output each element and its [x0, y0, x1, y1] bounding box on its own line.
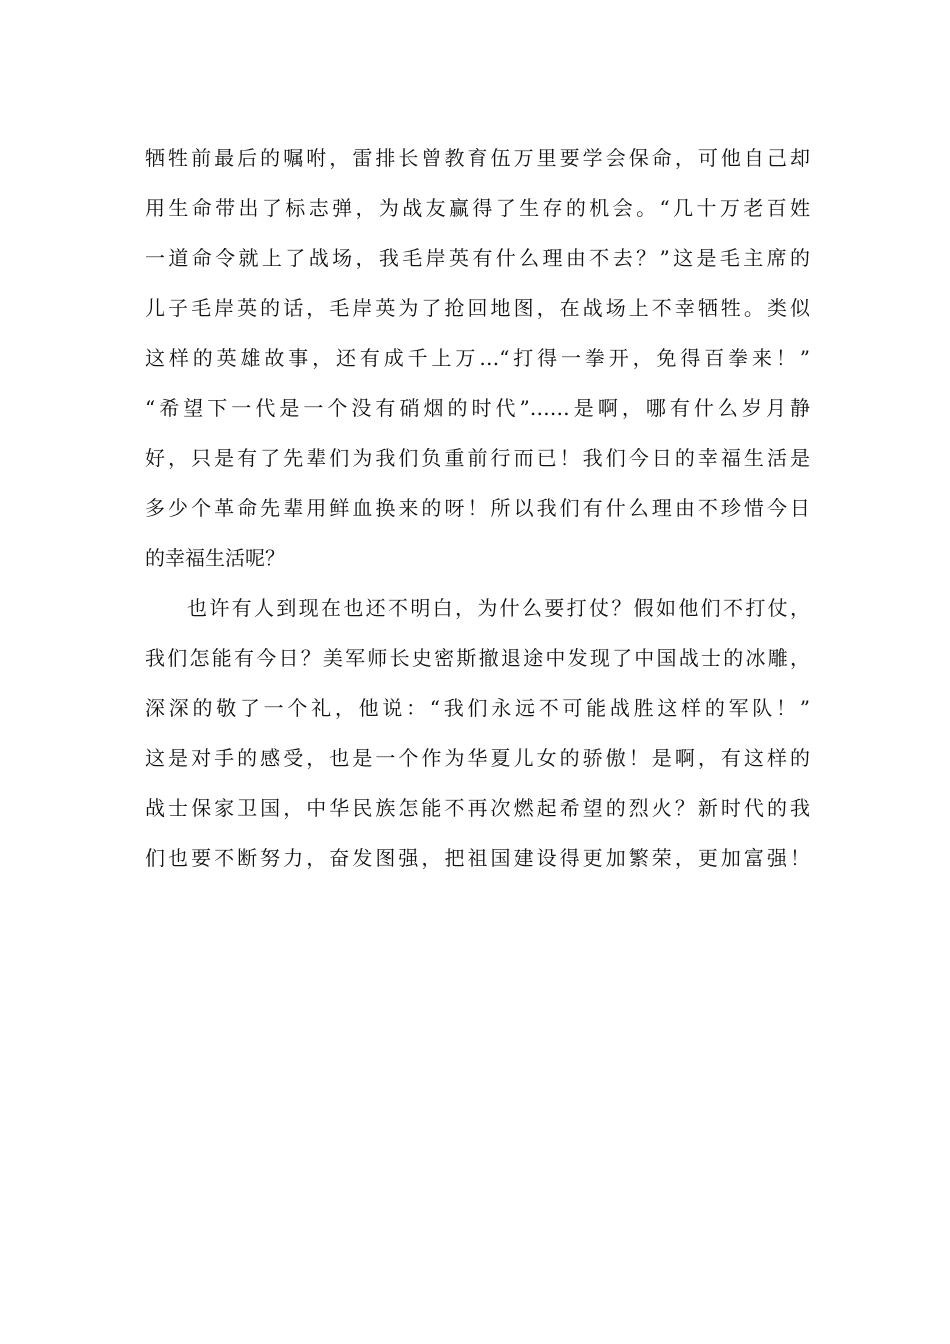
text-line: 这是对手的感受，也是一个作为华夏儿女的骄傲！是啊，有这样的: [145, 746, 810, 770]
text-line: 深深的敬了一个礼，他说：“我们永远不可能战胜这样的军队！”: [145, 696, 810, 720]
text-line: 这样的英雄故事，还有成千上万…“打得一拳开，免得百拳来！”: [145, 346, 810, 370]
text-line: 我们怎能有今日？美军师长史密斯撤退途中发现了中国战士的冰雕，: [145, 646, 810, 670]
text-line: 的幸福生活呢？: [145, 546, 285, 570]
text-line: “希望下一代是一个没有硝烟的时代”……是啊，哪有什么岁月静: [145, 396, 810, 420]
text-line: 也许有人到现在也还不明白，为什么要打仗？假如他们不打仗，: [187, 596, 810, 620]
text-line: 战士保家卫国，中华民族怎能不再次燃起希望的烈火？新时代的我: [145, 796, 810, 820]
text-line: 牺牲前最后的嘱咐，雷排长曾教育伍万里要学会保命，可他自己却: [145, 146, 810, 170]
text-line: 用生命带出了标志弹，为战友赢得了生存的机会。“几十万老百姓: [145, 196, 810, 220]
text-line: 儿子毛岸英的话，毛岸英为了抢回地图，在战场上不幸牺牲。类似: [145, 296, 810, 320]
paragraph-1: [145, 133, 810, 583]
document-body: [145, 133, 810, 883]
text-line: 们也要不断努力，奋发图强，把祖国建设得更加繁荣，更加富强！: [145, 846, 810, 870]
text-line: 好，只是有了先辈们为我们负重前行而已！我们今日的幸福生活是: [145, 446, 810, 470]
text-line: 多少个革命先辈用鲜血换来的呀！所以我们有什么理由不珍惜今日: [145, 496, 810, 520]
text-line: 一道命令就上了战场，我毛岸英有什么理由不去？”这是毛主席的: [145, 246, 810, 270]
paragraph-2: [145, 583, 810, 883]
